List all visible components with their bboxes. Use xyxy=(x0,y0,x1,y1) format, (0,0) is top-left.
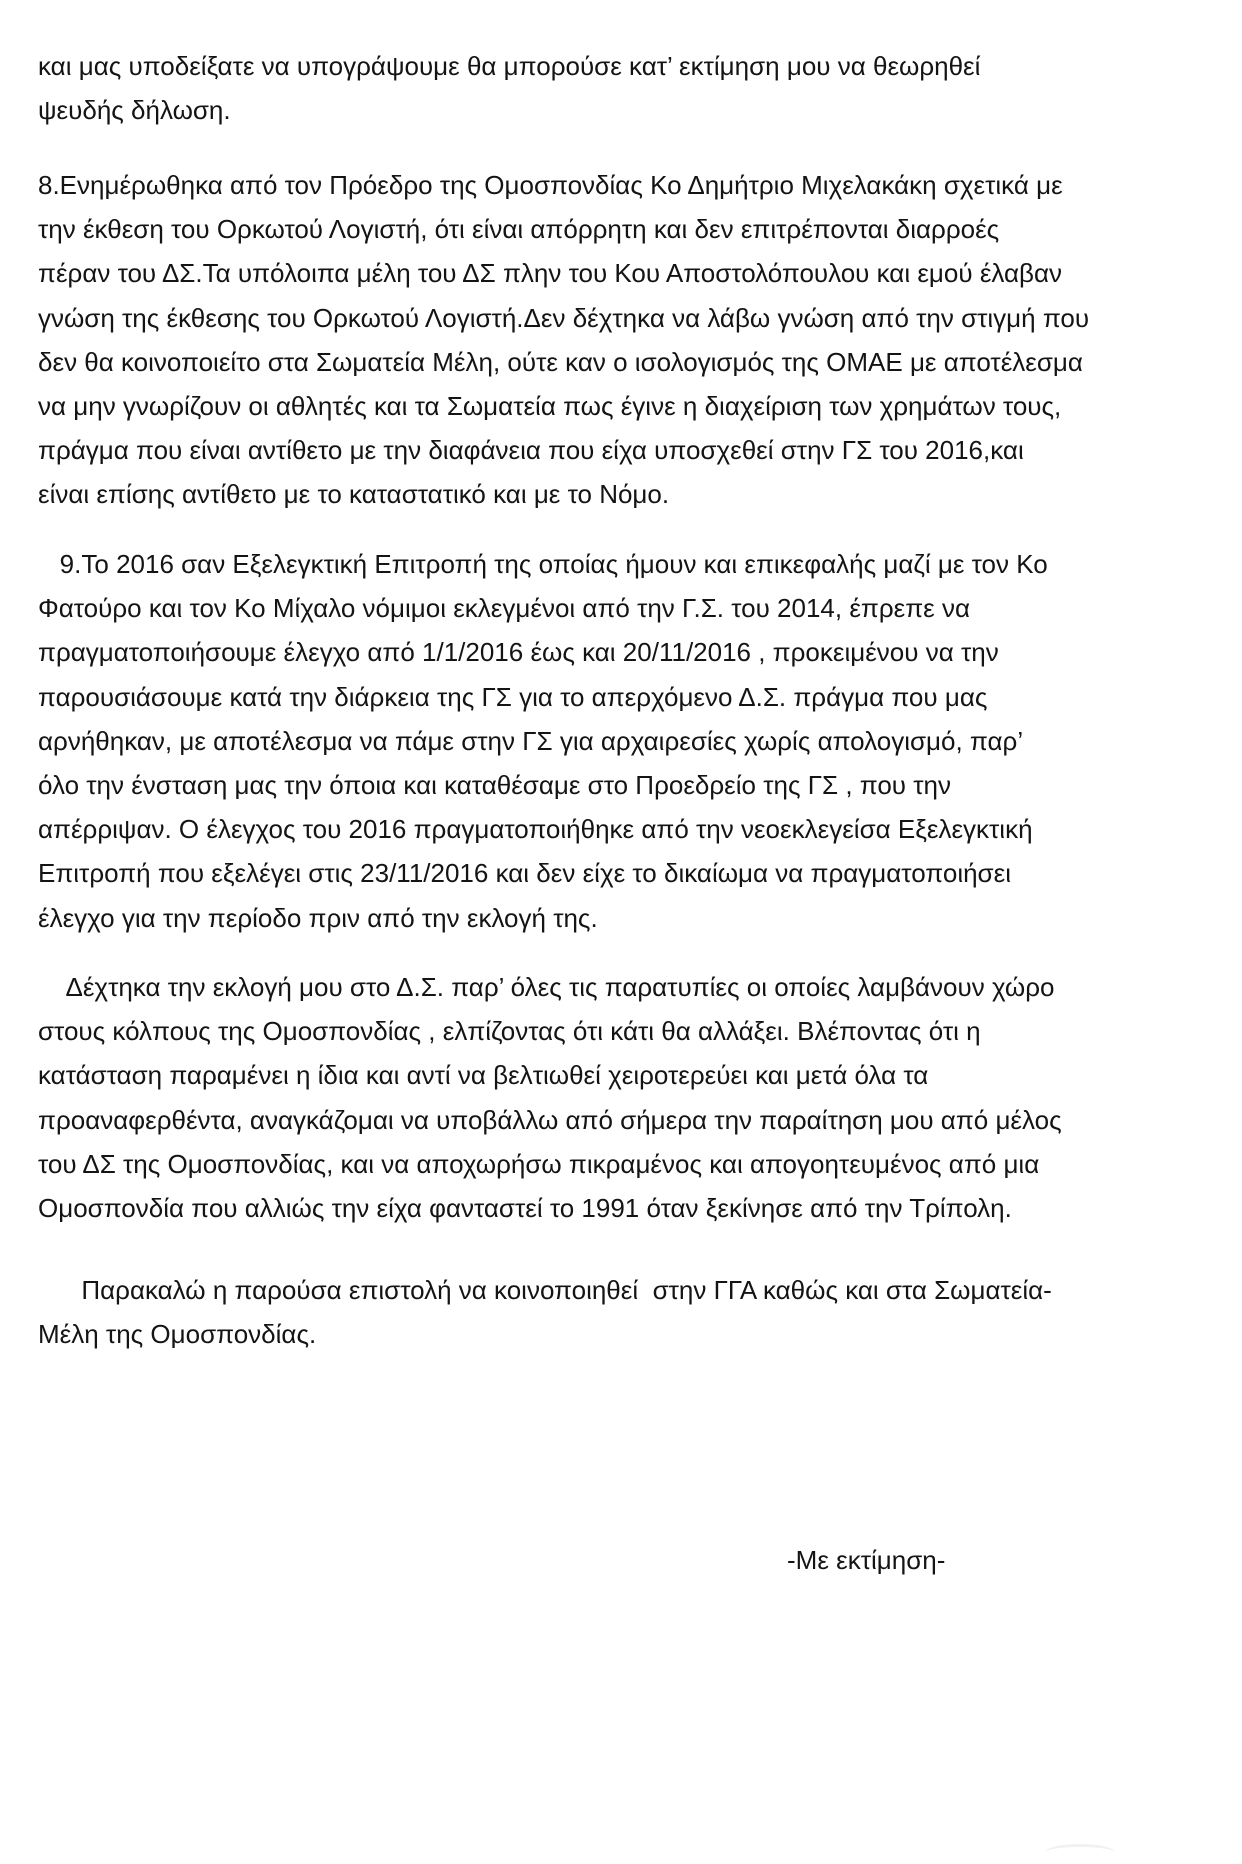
text-line: παρουσιάσουμε κατά την διάρκεια της ΓΣ για το απερχόμενο Δ.Σ. πράγμα που μας xyxy=(38,681,988,712)
text-line: και μας υποδείξατε να υπογράψουμε θα μπορούσε κατ’ εκτίμηση μου να θεωρηθεί xyxy=(38,51,981,81)
text-line: Μέλη της Ομοσπονδίας. xyxy=(38,1319,317,1350)
text-line: πραγματοποιήσουμε έλεγχο από 1/1/2016 έως και 20/11/2016 , προκειμένου να την xyxy=(38,637,999,668)
text-line: έλεγχο για την περίοδο πριν από την εκλογή της. xyxy=(38,902,598,933)
text-line: είναι επίσης αντίθετο με το καταστατικό και με το Νόμο. xyxy=(38,479,670,510)
scan-artifact xyxy=(1045,1844,1115,1861)
text-line: προαναφερθέντα, αναγκάζομαι να υποβάλλω από σήμερα την παραίτηση μου από μέλος xyxy=(38,1104,1062,1135)
text-line: την έκθεση του Ορκωτού Λογιστή, ότι είναι απόρρητη και δεν επιτρέπονται διαρροές xyxy=(38,214,1000,245)
text-line: Επιτροπή που εξελέγει στις 23/11/2016 και δεν είχε το δικαίωμα να πραγματοποιήσει xyxy=(38,858,1011,889)
paragraph-9 xyxy=(38,542,1218,940)
text-line: πράγμα που είναι αντίθετο με την διαφάνεια που είχα υποσχεθεί στην ΓΣ του 2016,και xyxy=(38,435,1024,466)
text-line: Φατούρο και τον Κο Μίχαλο νόμιμοι εκλεγμένοι από την Γ.Σ. του 2014, έπρεπε να xyxy=(38,593,971,624)
text-line: του ΔΣ της Ομοσπονδίας, και να αποχωρήσω πικραμένος και απογοητευμένος από μια xyxy=(38,1148,1040,1179)
text-line: 9.Το 2016 σαν Εξελεγκτική Επιτροπή της οποίας ήμουν και επικεφαλής μαζί με τον Κο xyxy=(38,549,1048,579)
text-line: στους κόλπους της Ομοσπονδίας , ελπίζοντας ότι κάτι θα αλλάξει. Βλέποντας ότι η xyxy=(38,1016,981,1047)
paragraph-resignation xyxy=(38,965,1218,1230)
text-line: γνώση της έκθεσης του Ορκωτού Λογιστή.Δεν δέχτηκα να λάβω γνώση από την στιγμή που xyxy=(38,302,1090,333)
closing-salutation: -Με εκτίμηση- xyxy=(787,1545,946,1575)
paragraph-8 xyxy=(38,163,1218,517)
text-line: δεν θα κοινοποιείτο στα Σωματεία Μέλη, ούτε καν ο ισολογισμός της ΟΜΑΕ με αποτέλεσμα xyxy=(38,346,1083,377)
text-line: κατάσταση παραμένει η ίδια και αντί να βελτιωθεί χειροτερεύει και μετά όλα τα xyxy=(38,1060,929,1091)
text-line: πέραν του ΔΣ.Τα υπόλοιπα μέλη του ΔΣ πλην του Κου Αποστολόπουλου και εμού έλαβαν xyxy=(38,258,1063,289)
text-line: Δέχτηκα την εκλογή μου στο Δ.Σ. παρ’ όλες τις παρατυπίες οι οποίες λαμβάνουν χώρο xyxy=(38,972,1055,1002)
text-line: Παρακαλώ η παρούσα επιστολή να κοινοποιηθεί στην ΓΓΑ καθώς και στα Σωματεία- xyxy=(38,1275,1052,1305)
text-line: Ομοσπονδία που αλλιώς την είχα φανταστεί το 1991 όταν ξεκίνησε από την Τρίπολη. xyxy=(38,1192,1012,1223)
paragraph-request xyxy=(38,1268,1218,1356)
text-line: αρνήθηκαν, με αποτέλεσμα να πάμε στην ΓΣ για αρχαιρεσίες χωρίς απολογισμό, παρ’ xyxy=(38,725,1024,756)
text-line: 8.Ενημέρωθηκα από τον Πρόεδρο της Ομοσπονδίας Κο Δημήτριο Μιχελακάκη σχετικά με xyxy=(38,170,1063,200)
paragraph-intro xyxy=(38,44,1218,132)
text-line: να μην γνωρίζουν οι αθλητές και τα Σωματεία πως έγινε η διαχείριση των χρημάτων τους, xyxy=(38,390,1062,421)
text-line: απέρριψαν. Ο έλεγχος του 2016 πραγματοποιήθηκε από την νεοεκλεγείσα Εξελεγκτική xyxy=(38,814,1033,845)
text-line: όλο την ένσταση μας την όποια και καταθέσαμε στο Προεδρείο της ΓΣ , που την xyxy=(38,769,951,800)
text-line: ψευδής δήλωση. xyxy=(38,95,231,126)
